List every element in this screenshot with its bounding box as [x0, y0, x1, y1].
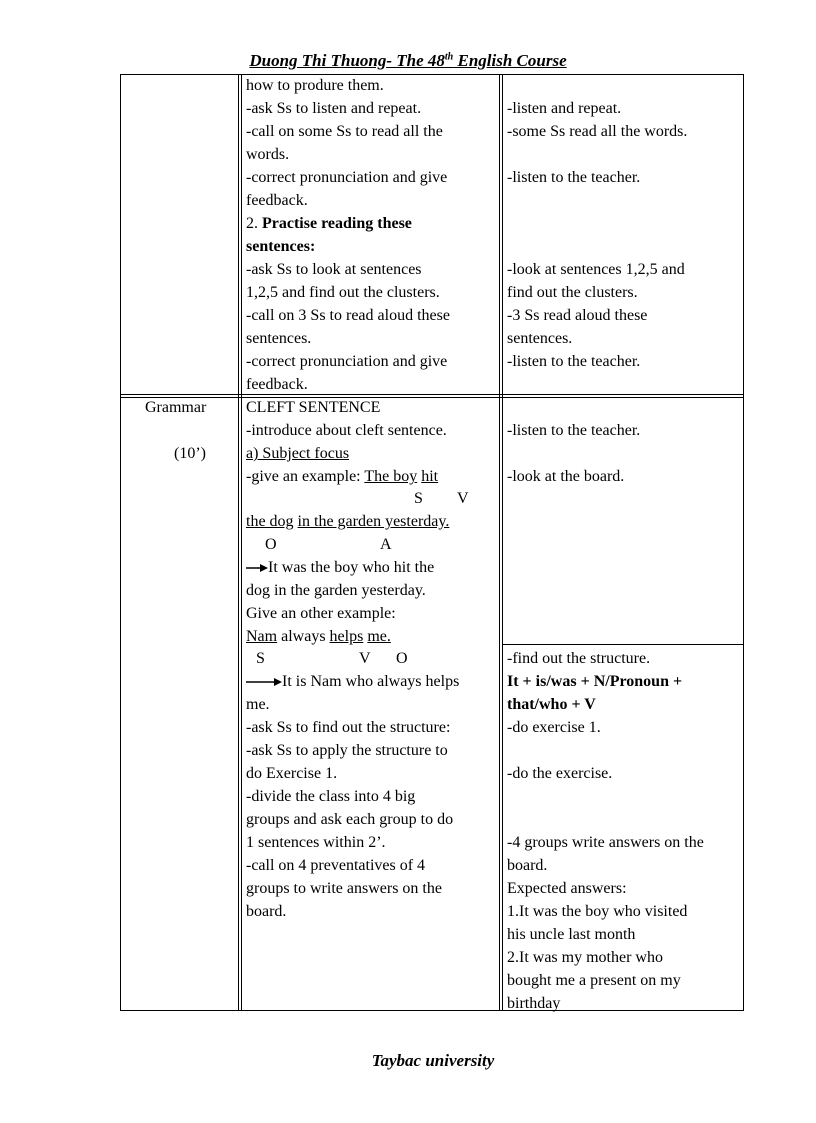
- topic-title: CLEFT SENTENCE: [246, 399, 381, 416]
- subject-label: S: [414, 490, 423, 507]
- object-label: O: [396, 650, 408, 667]
- teacher-step: -call on 4 preventatives of 4: [246, 857, 426, 874]
- student-step: -listen and repeat.: [507, 100, 622, 117]
- student-step: -look at sentences 1,2,5 and: [507, 261, 685, 278]
- answer-line: 2.It was my mother who: [507, 949, 663, 966]
- subsection-heading: a) Subject focus: [246, 445, 350, 462]
- object-label: O: [265, 536, 277, 553]
- structure-formula-cont: that/who + V: [507, 696, 596, 713]
- teacher-step: do Exercise 1.: [246, 765, 338, 782]
- teacher-step: sentences.: [246, 330, 312, 347]
- answer-line: his uncle last month: [507, 926, 636, 943]
- teacher-step: -divide the class into 4 big: [246, 788, 416, 805]
- divider-line: [503, 644, 743, 645]
- row-divider: [121, 394, 743, 398]
- example-sentence-cont: the dog in the garden yesterday.: [246, 513, 450, 530]
- teacher-step: groups to write answers on the: [246, 880, 442, 897]
- student-step: -listen to the teacher.: [507, 169, 641, 186]
- teacher-step: -call on some Ss to read all the: [246, 123, 443, 140]
- arrow-right-icon: [246, 563, 268, 573]
- student-step: -listen to the teacher.: [507, 353, 641, 370]
- teacher-step: how to produre them.: [246, 77, 384, 94]
- student-step: -4 groups write answers on the: [507, 834, 704, 851]
- teacher-step: groups and ask each group to do: [246, 811, 454, 828]
- arrow-right-icon: [246, 677, 282, 687]
- stage-time: (10’): [174, 445, 206, 462]
- teacher-step: 1,2,5 and find out the clusters.: [246, 284, 440, 301]
- student-step: sentences.: [507, 330, 573, 347]
- student-step: -do the exercise.: [507, 765, 613, 782]
- student-step: -look at the board.: [507, 468, 625, 485]
- teacher-step: -correct pronunciation and give: [246, 169, 448, 186]
- teacher-step: -correct pronunciation and give: [246, 353, 448, 370]
- cleft-example-cont: me.: [246, 696, 270, 713]
- column-divider: [238, 75, 242, 1010]
- answer-line: birthday: [507, 995, 561, 1012]
- teacher-step: Give an other example:: [246, 605, 396, 622]
- example-sentence: -give an example: The boy hit: [246, 468, 439, 485]
- teacher-step: words.: [246, 146, 290, 163]
- lesson-table: [120, 74, 744, 1011]
- teacher-step: 1 sentences within 2’.: [246, 834, 386, 851]
- example-sentence: Nam always helps me.: [246, 628, 391, 645]
- student-step: -listen to the teacher.: [507, 422, 641, 439]
- stage-label: Grammar: [145, 399, 207, 416]
- subject-label: S: [256, 650, 265, 667]
- teacher-step: -call on 3 Ss to read aloud these: [246, 307, 450, 324]
- activity-heading-cont: sentences:: [246, 238, 316, 255]
- student-step: find out the clusters.: [507, 284, 638, 301]
- teacher-step: -ask Ss to listen and repeat.: [246, 100, 422, 117]
- page-footer: Taybac university: [371, 1051, 495, 1070]
- teacher-step: -ask Ss to apply the structure to: [246, 742, 448, 759]
- student-step: -find out the structure.: [507, 650, 651, 667]
- student-step: -3 Ss read aloud these: [507, 307, 648, 324]
- teacher-step: -introduce about cleft sentence.: [246, 422, 447, 439]
- page-header: Duong Thi Thuong- The 48th English Course: [249, 51, 567, 70]
- student-step: board.: [507, 857, 548, 874]
- student-step: -do exercise 1.: [507, 719, 601, 736]
- teacher-step: feedback.: [246, 192, 308, 209]
- teacher-step: board.: [246, 903, 287, 920]
- answer-line: bought me a present on my: [507, 972, 681, 989]
- verb-label: V: [457, 490, 469, 507]
- teacher-step: -ask Ss to find out the structure:: [246, 719, 451, 736]
- answer-line: 1.It was the boy who visited: [507, 903, 688, 920]
- student-step: -some Ss read all the words.: [507, 123, 688, 140]
- activity-heading: 2. Practise reading these: [246, 215, 412, 232]
- cleft-example-cont: dog in the garden yesterday.: [246, 582, 426, 599]
- cleft-example: It was the boy who hit the: [246, 557, 434, 579]
- verb-label: V: [359, 650, 371, 667]
- column-divider: [499, 75, 503, 1010]
- cleft-example: It is Nam who always helps: [246, 671, 459, 693]
- teacher-step: -ask Ss to look at sentences: [246, 261, 422, 278]
- adverbial-label: A: [380, 536, 392, 553]
- answers-heading: Expected answers:: [507, 880, 627, 897]
- structure-formula: It + is/was + N/Pronoun +: [507, 673, 683, 690]
- teacher-step: feedback.: [246, 376, 308, 393]
